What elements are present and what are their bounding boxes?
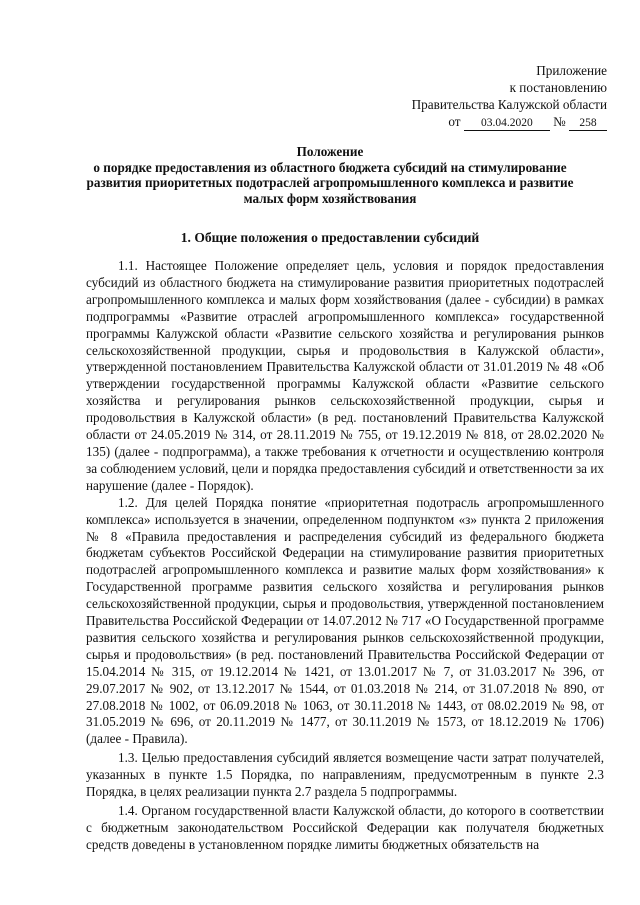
title-line-2: о порядке предоставления из областного бюджета субсидий на стимулирование bbox=[93, 159, 567, 175]
document-title bbox=[70, 144, 590, 206]
appendix-number: 258 bbox=[569, 117, 607, 131]
appendix-title: Приложение bbox=[536, 63, 607, 78]
title-line-3: развития приоритетных подотраслей агропромышленного комплекса и развитие bbox=[86, 175, 574, 191]
paragraph-1-4: 1.4. Органом государственной власти Калужской области, до которого в соответствии с бюджетным законодательством Российской Федерации как получателя бюджетных средств доведены в установленном порядке лимиты бюджетных обязательств на bbox=[86, 803, 604, 852]
paragraph-1-1: 1.1. Настоящее Положение определяет цель, условия и порядок предоставления субсидий из областного бюджета на стимулирование развития приоритетных подотраслей агропромышленного комплекса и малых форм хозяйствования (далее - субсидии) в рамках подпрограммы «Развитие отраслей агропромышленного комплекса» государственной программы Калужской области «Развитие сельского хозяйства и регулирования рынков сельскохозяйственной продукции, сырья и продовольствия в Калужской области», утвержденной постановлением Правительства Калужской области от 31.01.2019 № 48 «Об утверждении государственной программы Калужской области «Развитие сельского хозяйства и регулирования рынков сельскохозяйственной продукции, сырья и продовольствия в Калужской области» (в ред. постановлений Правительства Калужской области от 24.05.2019 № 314, от 28.11.2019 № 755, от 19.12.2019 № 818, от 28.02.2020 № 135) (далее - подпрограмма), а также требования к отчетности и осуществлению контроля за соблюдением условий, цели и порядка предоставления субсидий и ответственности за их нарушение (далее - Порядок). bbox=[86, 258, 604, 493]
appendix-block bbox=[347, 62, 607, 131]
number-prefix: № bbox=[553, 114, 566, 129]
appendix-date-number bbox=[347, 113, 607, 131]
title-line-4: малых форм хозяйствования bbox=[243, 190, 417, 206]
document-body bbox=[86, 258, 604, 854]
paragraph-1-2: 1.2. Для целей Порядка понятие «приоритетная подотрасль агропромышленного комплекса» используется в значении, определенном подпунктом «з» пункта 2 приложения № 8 «Правила предоставления и распределения субсидий из федерального бюджета бюджетам субъектов Российской Федерации на стимулирование развития приоритетных подотраслей агропромышленного комплекса и развитие малых форм хозяйствования» к Государственной программе развития сельского хозяйства и регулирования рынков сельскохозяйственной продукции, сырья и продовольствия, утвержденной постановлением Правительства Российской Федерации от 14.07.2012 № 717 «О Государственной программе развития сельского хозяйства и регулирования рынков сельскохозяйственной продукции, сырья и продовольствия» (в ред. постановлений Правительства Российской Федерации от 15.04.2014 № 315, от 19.12.2014 № 1421, от 13.01.2017 № 7, от 31.03.2017 № 396, от 29.07.2017 № 902, от 13.12.2017 № 1544, от 01.03.2018 № 214, от 31.07.2018 № 890, от 27.08.2018 № 1002, от 06.09.2018 № 1063, от 30.11.2018 № 1443, от 08.02.2019 № 98, от 31.05.2019 № 696, от 20.11.2019 № 1477, от 30.11.2019 № 1573, от 18.12.2019 № 1706) (далее - Правила). bbox=[86, 494, 604, 747]
appendix-resolution: к постановлению bbox=[509, 80, 607, 95]
appendix-date: 03.04.2020 bbox=[464, 117, 550, 131]
section-heading: 1. Общие положения о предоставлении субсидий bbox=[180, 230, 480, 245]
paragraph-1-3: 1.3. Целью предоставления субсидий является возмещение части затрат получателей, указанных в пункте 1.5 Порядка, по направлениям, предусмотренным в пункте 2.3 Порядка, в целях реализации пункта 2.7 раздела 5 подпрограммы. bbox=[86, 750, 604, 800]
date-prefix: от bbox=[448, 114, 461, 129]
appendix-government: Правительства Калужской области bbox=[411, 97, 607, 112]
title-line-1: Положение bbox=[296, 144, 364, 159]
